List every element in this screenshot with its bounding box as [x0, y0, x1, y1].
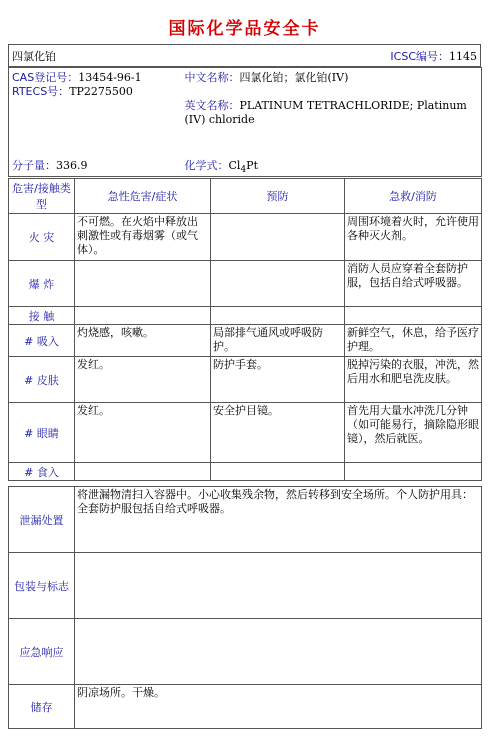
section-emergency: [9, 619, 482, 685]
chemical-name-cell: [9, 45, 481, 67]
row-skin: [9, 357, 482, 403]
cn-name-value: 四氯化铂；氯化铂(IV): [239, 71, 349, 84]
packaging-text: [75, 553, 482, 619]
section-packaging: [9, 553, 482, 619]
row-contact: [9, 307, 482, 325]
row-ingest: [9, 463, 482, 481]
explosion-aid: 消防人员应穿着全套防护服，包括自给式呼吸器。: [345, 261, 482, 307]
row-label: 火 灾: [9, 214, 75, 261]
rtecs-label: RTECS号：: [12, 85, 70, 98]
row-fire: [9, 214, 482, 261]
col-prevention: 预防: [211, 179, 345, 214]
row-label: # 皮肤: [9, 357, 75, 403]
skin-aid: 脱掉污染的衣服，冲洗，然后用水和肥皂洗皮肤。: [345, 357, 482, 403]
cas-label: CAS登记号：: [12, 71, 79, 84]
rtecs-value: TP2275500: [69, 85, 133, 98]
spill-text: 将泄漏物清扫入容器中。小心收集残余物，然后转移到安全场所。个人防护用具：全套防护服包括自给式呼吸器。: [75, 487, 482, 553]
storage-label: 储存: [9, 685, 75, 729]
explosion-acute: [75, 261, 211, 307]
skin-prevention: 防护手套。: [211, 357, 345, 403]
packaging-label: 包装与标志: [9, 553, 75, 619]
contact-acute: [75, 307, 211, 325]
molecular-weight-value: 336.9: [56, 158, 88, 172]
row-label: 爆 炸: [9, 261, 75, 307]
ingest-prevention: [211, 463, 345, 481]
registry-cell: [9, 68, 182, 177]
section-storage: [9, 685, 482, 729]
inhale-prevention: 局部排气通风或呼吸防护。: [211, 325, 345, 357]
row-label: # 食入: [9, 463, 75, 481]
header-table: [8, 44, 481, 67]
en-name-value: PLATINUM TETRACHLORIDE; Platinum (IV) chloride: [184, 99, 467, 126]
icsc-value: 1145: [449, 49, 477, 63]
cas-value: 13454-96-1: [78, 71, 142, 84]
en-name-label: 英文名称：: [184, 99, 240, 112]
fire-prevention: [211, 214, 345, 261]
formula-pt: Pt: [246, 159, 258, 172]
sections-table: [8, 486, 482, 729]
skin-acute: 发红。: [75, 357, 211, 403]
identification-table: [8, 67, 482, 177]
contact-aid: [345, 307, 482, 325]
molecular-weight-label: 分子量：: [12, 158, 56, 172]
row-label: # 吸入: [9, 325, 75, 357]
formula-subscript: 4: [240, 165, 247, 176]
eyes-aid: 首先用大量水冲洗几分钟（如可能易行，摘除隐形眼镜），然后就医。: [345, 403, 482, 463]
section-spill: [9, 487, 482, 553]
row-inhale: [9, 325, 482, 357]
inhale-aid: 新鲜空气，休息，给予医疗护理。: [345, 325, 482, 357]
hazard-table: [8, 178, 482, 481]
contact-prevention: [211, 307, 345, 325]
formula-label: 化学式：: [184, 159, 229, 172]
page-title: 国际化学品安全卡: [168, 19, 321, 39]
emergency-label: 应急响应: [9, 619, 75, 685]
spill-label: 泄漏处置: [9, 487, 75, 553]
fire-acute: 不可燃。在火焰中释放出刺激性或有毒烟雾（或气体）。: [75, 214, 211, 261]
emergency-text: [75, 619, 482, 685]
ingest-aid: [345, 463, 482, 481]
row-label: # 眼睛: [9, 403, 75, 463]
row-eyes: [9, 403, 482, 463]
explosion-prevention: [211, 261, 345, 307]
eyes-prevention: 安全护目镜。: [211, 403, 345, 463]
formula-cl: Cl: [228, 159, 241, 172]
row-label: 接 触: [9, 307, 75, 325]
eyes-acute: 发红。: [75, 403, 211, 463]
ingest-acute: [75, 463, 211, 481]
col-hazard-type: 危害/接触类型: [9, 179, 75, 214]
cn-name-label: 中文名称：: [184, 71, 240, 84]
icsc-label: ICSC编号：: [390, 49, 449, 63]
row-explosion: [9, 261, 482, 307]
chemical-name: 四氯化铂: [12, 49, 56, 63]
fire-aid: 周围环境着火时，允许使用各种灭火剂。: [345, 214, 482, 261]
storage-text: 阴凉场所。干燥。: [75, 685, 482, 729]
names-cell: [182, 68, 482, 177]
inhale-acute: 灼烧感，咳嗽。: [75, 325, 211, 357]
col-acute: 急性危害/症状: [75, 179, 211, 214]
col-first-aid: 急救/消防: [345, 179, 482, 214]
